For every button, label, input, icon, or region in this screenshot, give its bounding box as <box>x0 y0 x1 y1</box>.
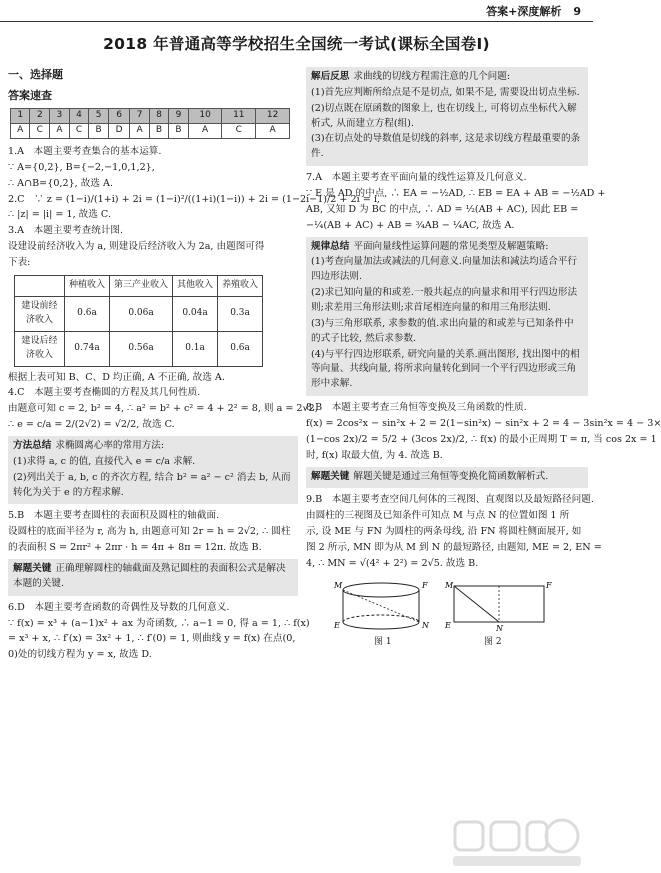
right-column <box>306 64 661 647</box>
box-line: (2)求已知向量的和或差.一般共起点的向量求和用平行四边形法则;求差用三角形法则;求首尾相连向量的和用三角形法则. <box>311 287 578 314</box>
answer-number-cell: 8 <box>149 109 168 124</box>
income-table <box>14 275 263 367</box>
answer-number-cell: 1 <box>11 109 30 124</box>
answer-number-cell: 12 <box>256 109 290 124</box>
answer-letter-cell: B <box>89 124 108 139</box>
box-line: 求椭圆离心率的常用方法: <box>55 439 165 451</box>
cylinder-diagram <box>326 576 556 636</box>
box-line: (1)考查向量加法或减法的几何意义.向量加法和减法均适合平行四边形法则. <box>311 256 578 283</box>
page-number: 9 <box>573 5 581 18</box>
header-label: 答案+深度解析 <box>486 5 562 18</box>
box-line: 平面向量线性运算问题的常见类型及解题策略: <box>353 240 549 252</box>
income-header-cell: 其他收入 <box>173 275 218 296</box>
text-line: 图 2 所示, MN 即为从 M 到 N 的最短路径, 由题知, ME = 2, EN = <box>306 542 602 554</box>
income-cell: 0.56a <box>110 331 173 366</box>
text-line: 0)处的切线方程为 y = x, 故选 D. <box>8 649 152 661</box>
answer-number-cell: 9 <box>169 109 188 124</box>
text-line: 根据上表可知 B、C、D 均正确, A 不正确, 故选 A. <box>8 371 225 383</box>
text-line: = x³ + x, ∴ f′(x) = 3x² + 1, ∴ f′(0) = 1, 则曲线 y = f(x) 在点(0, <box>8 633 296 645</box>
fig1-label-m: M <box>334 580 343 590</box>
page-header <box>0 0 593 22</box>
answer-letter-cell: C <box>30 124 50 139</box>
text-line: 4.C 本题主要考查椭圆的方程及其几何性质. <box>8 387 201 399</box>
solution-block-6 <box>8 601 310 663</box>
answer-letter-cell: A <box>188 124 222 139</box>
income-header-cell: 养殖收入 <box>218 275 263 296</box>
text-line: 7.A 本题主要考查平面向量的线性运算及几何意义. <box>306 172 527 184</box>
box-line: (2)列出关于 a, b, c 的齐次方程, 结合 b² = a² − c² 消去 b, 从而转化为关于 e 的方程求解. <box>13 471 291 498</box>
income-cell: 0.1a <box>173 331 218 366</box>
text-line: ∴ e = c/a = 2/(2√2) = √2/2, 故选 C. <box>8 419 175 431</box>
box-line: (3)与三角形联系, 求参数的值.求出向量的和或差与已知条件中的式子比较, 然后求参数. <box>311 317 574 344</box>
answer-number-cell: 3 <box>50 109 69 124</box>
answer-number-cell: 11 <box>222 109 256 124</box>
text-line: 下表: <box>8 256 31 268</box>
text-line: ∵ f(x) = x³ + (a−1)x² + ax 为奇函数, ∴ a−1 = 0, 得 a = 1, ∴ f(x) <box>8 617 310 629</box>
cylinder-figures <box>306 576 588 646</box>
income-cell: 0.6a <box>218 331 263 366</box>
text-line: 时, f(x) 取最大值, 为 4. 故选 B. <box>306 449 443 461</box>
answer-number-cell: 4 <box>69 109 89 124</box>
fig1-label-f: F <box>422 580 428 590</box>
text-line: ∵ A={0,2}, B={−2,−1,0,1,2}, <box>8 161 155 173</box>
box-line: 解题关键是通过三角恒等变换化简函数解析式. <box>353 470 549 482</box>
box-tag: 解题关键 <box>311 470 350 482</box>
text-line: 6.D 本题主要考查函数的奇偶性及导数的几何意义. <box>8 601 230 613</box>
text-line: 设建设前经济收入为 a, 则建设后经济收入为 2a, 由题图可得 <box>8 241 265 253</box>
text-line: f(x) = 2cos²x − sin²x + 2 = 2(1−sin²x) − sin²x + 2 = 4 − 3sin²x = 4 − 3× <box>306 418 661 430</box>
box-line: 求曲线的切线方程需注意的几个问题: <box>353 71 511 82</box>
figure-caption-1: 图 1 <box>374 636 392 647</box>
income-row-label: 建设后经济收入 <box>15 331 65 366</box>
solution-block-8 <box>306 401 661 463</box>
answer-letter-cell: D <box>108 124 130 139</box>
income-cell: 0.3a <box>218 296 263 331</box>
answer-letter-cell: A <box>11 124 30 139</box>
text-line: 示, 设 ME 与 FN 为圆柱的两条母线, 沿 FN 将圆柱侧面展开, 如 <box>306 526 582 538</box>
box-tag: 规律总结 <box>311 240 350 252</box>
box-line: 正确理解圆柱的轴截面及熟记圆柱的表面积公式是解决本题的关键. <box>13 562 286 589</box>
text-line: 3.A 本题主要考查统计图. <box>8 225 124 237</box>
answer-letter-cell: A <box>130 124 149 139</box>
text-line: 设圆柱的底面半径为 r, 高为 h, 由题意可知 2r = h = 2√2, ∴ 圆柱 <box>8 526 291 538</box>
text-line: ∴ |z| = |i| = 1, 故选 C. <box>8 209 111 221</box>
key-point-box <box>8 559 298 596</box>
box-line: (4)与平行四边形联系, 研究向量的关系.画出图形, 找出图中的相等向量、共线向量, 将所求向量转化到同一个平行四边形或三角形中求解. <box>311 348 580 390</box>
income-cell: 0.06a <box>110 296 173 331</box>
watermark-logo <box>447 814 587 869</box>
method-summary-box <box>8 436 298 504</box>
text-line: 由圆柱的三视图及已知条件可知点 M 与点 N 的位置如图 1 所 <box>306 510 570 522</box>
text-line: 由题意可知 c = 2, b² = 4, ∴ a² = b² + c² = 4 + 2² = 8, 则 a = 2√2, <box>8 403 318 415</box>
quick-answers-title: 答案速查 <box>8 89 52 103</box>
box-tag: 解后反思 <box>311 71 350 82</box>
header-right <box>486 3 581 20</box>
page-title: 2018 年普通高等学校招生全国统一考试(课标全国卷Ⅰ) <box>103 35 490 53</box>
reflection-box <box>306 67 588 166</box>
income-header-cell <box>15 275 65 296</box>
text-line: 2.C ∵ z = (1−i)/(1+i) + 2i = (1−i)²/((1+i)(1−i)) + 2i = (1−2i−1)/2 + 2i = i, <box>8 193 380 205</box>
income-row-label: 建设前经济收入 <box>15 296 65 331</box>
text-line: ∵ E 是 AD 的中点, ∴ EA = −½AD, ∴ EB = EA + AB = −½AD + <box>306 188 606 200</box>
solution-block-7 <box>306 171 606 233</box>
answer-number-cell: 2 <box>30 109 50 124</box>
answer-number-cell: 5 <box>89 109 108 124</box>
fig2-label-n: N <box>496 623 503 633</box>
box-line: (3)在切点处的导数值是切线的斜率, 这是求切线方程最重要的条件. <box>311 133 581 160</box>
income-header-cell: 第三产业收入 <box>110 275 173 296</box>
text-line: 8.B 本题主要考查三角恒等变换及三角函数的性质. <box>306 402 527 414</box>
fig2-label-e: E <box>445 620 451 630</box>
text-line: 1.A 本题主要考查集合的基本运算. <box>8 145 162 157</box>
text-line: (1−cos 2x)/2 = 5/2 + (3cos 2x)/2, ∴ f(x) 的最小正周期 T = π, 当 cos 2x = 1 <box>306 433 657 445</box>
answer-number-cell: 7 <box>130 109 149 124</box>
fig2-label-m: M <box>445 580 454 590</box>
rule-summary-box <box>306 237 588 397</box>
answer-letter-cell: A <box>50 124 69 139</box>
text-line: AB, 又知 D 为 BC 的中点, ∴ AD = ½(AB + AC), 因此 EB = <box>306 203 579 215</box>
solution-block-9 <box>306 493 602 571</box>
income-table-row <box>15 331 263 366</box>
fig1-label-e: E <box>334 620 340 630</box>
answer-grid-answers <box>11 124 290 139</box>
box-line: (1)求得 a, c 的值, 直接代入 e = c/a 求解. <box>13 455 196 467</box>
box-tag: 解题关键 <box>13 562 52 574</box>
figure-caption-2: 图 2 <box>484 636 502 647</box>
box-tag: 方法总结 <box>13 439 52 451</box>
income-table-header <box>15 275 263 296</box>
box-line: (1)首先应判断所给点是不是切点, 如果不是, 需要设出切点坐标. <box>311 86 580 98</box>
text-line: −¼(AB + AC) + AB = ¾AB − ¼AC, 故选 A. <box>306 219 515 231</box>
answer-letter-cell: C <box>222 124 256 139</box>
section-heading: 一、选择题 <box>8 68 63 81</box>
income-table-row <box>15 296 263 331</box>
answer-letter-cell: C <box>69 124 89 139</box>
answer-letter-cell: B <box>169 124 188 139</box>
text-line: 4, ∴ MN = √(4² + 2²) = 2√5. 故选 B. <box>306 557 479 569</box>
answer-grid-numbers <box>11 109 290 124</box>
text-line: ∴ A∩B={0,2}, 故选 A. <box>8 177 113 189</box>
fig2-label-f: F <box>546 580 552 590</box>
key-point-box <box>306 467 588 489</box>
income-cell: 0.74a <box>65 331 110 366</box>
answer-letter-cell: B <box>149 124 168 139</box>
solution-block-3-4 <box>8 371 318 433</box>
answer-number-cell: 10 <box>188 109 222 124</box>
answer-letter-cell: A <box>256 124 290 139</box>
income-cell: 0.04a <box>173 296 218 331</box>
solution-block-5 <box>8 509 298 556</box>
text-line: 9.B 本题主要考查空间几何体的三视图、直观图以及最短路径问题. <box>306 494 594 506</box>
text-line: 5.B 本题主要考查圆柱的表面积及圆柱的轴截面. <box>8 510 220 522</box>
answer-number-cell: 6 <box>108 109 130 124</box>
text-line: 的表面积 S = 2πr² + 2πr · h = 4π + 8π = 12π. 故选 B. <box>8 542 262 554</box>
box-line: (2)切点既在原函数的图象上, 也在切线上, 可将切点坐标代入解析式, 从而建立方程(组). <box>311 102 577 129</box>
income-header-cell: 种植收入 <box>65 275 110 296</box>
income-cell: 0.6a <box>65 296 110 331</box>
fig1-label-n: N <box>422 620 429 630</box>
answer-grid <box>10 108 290 139</box>
